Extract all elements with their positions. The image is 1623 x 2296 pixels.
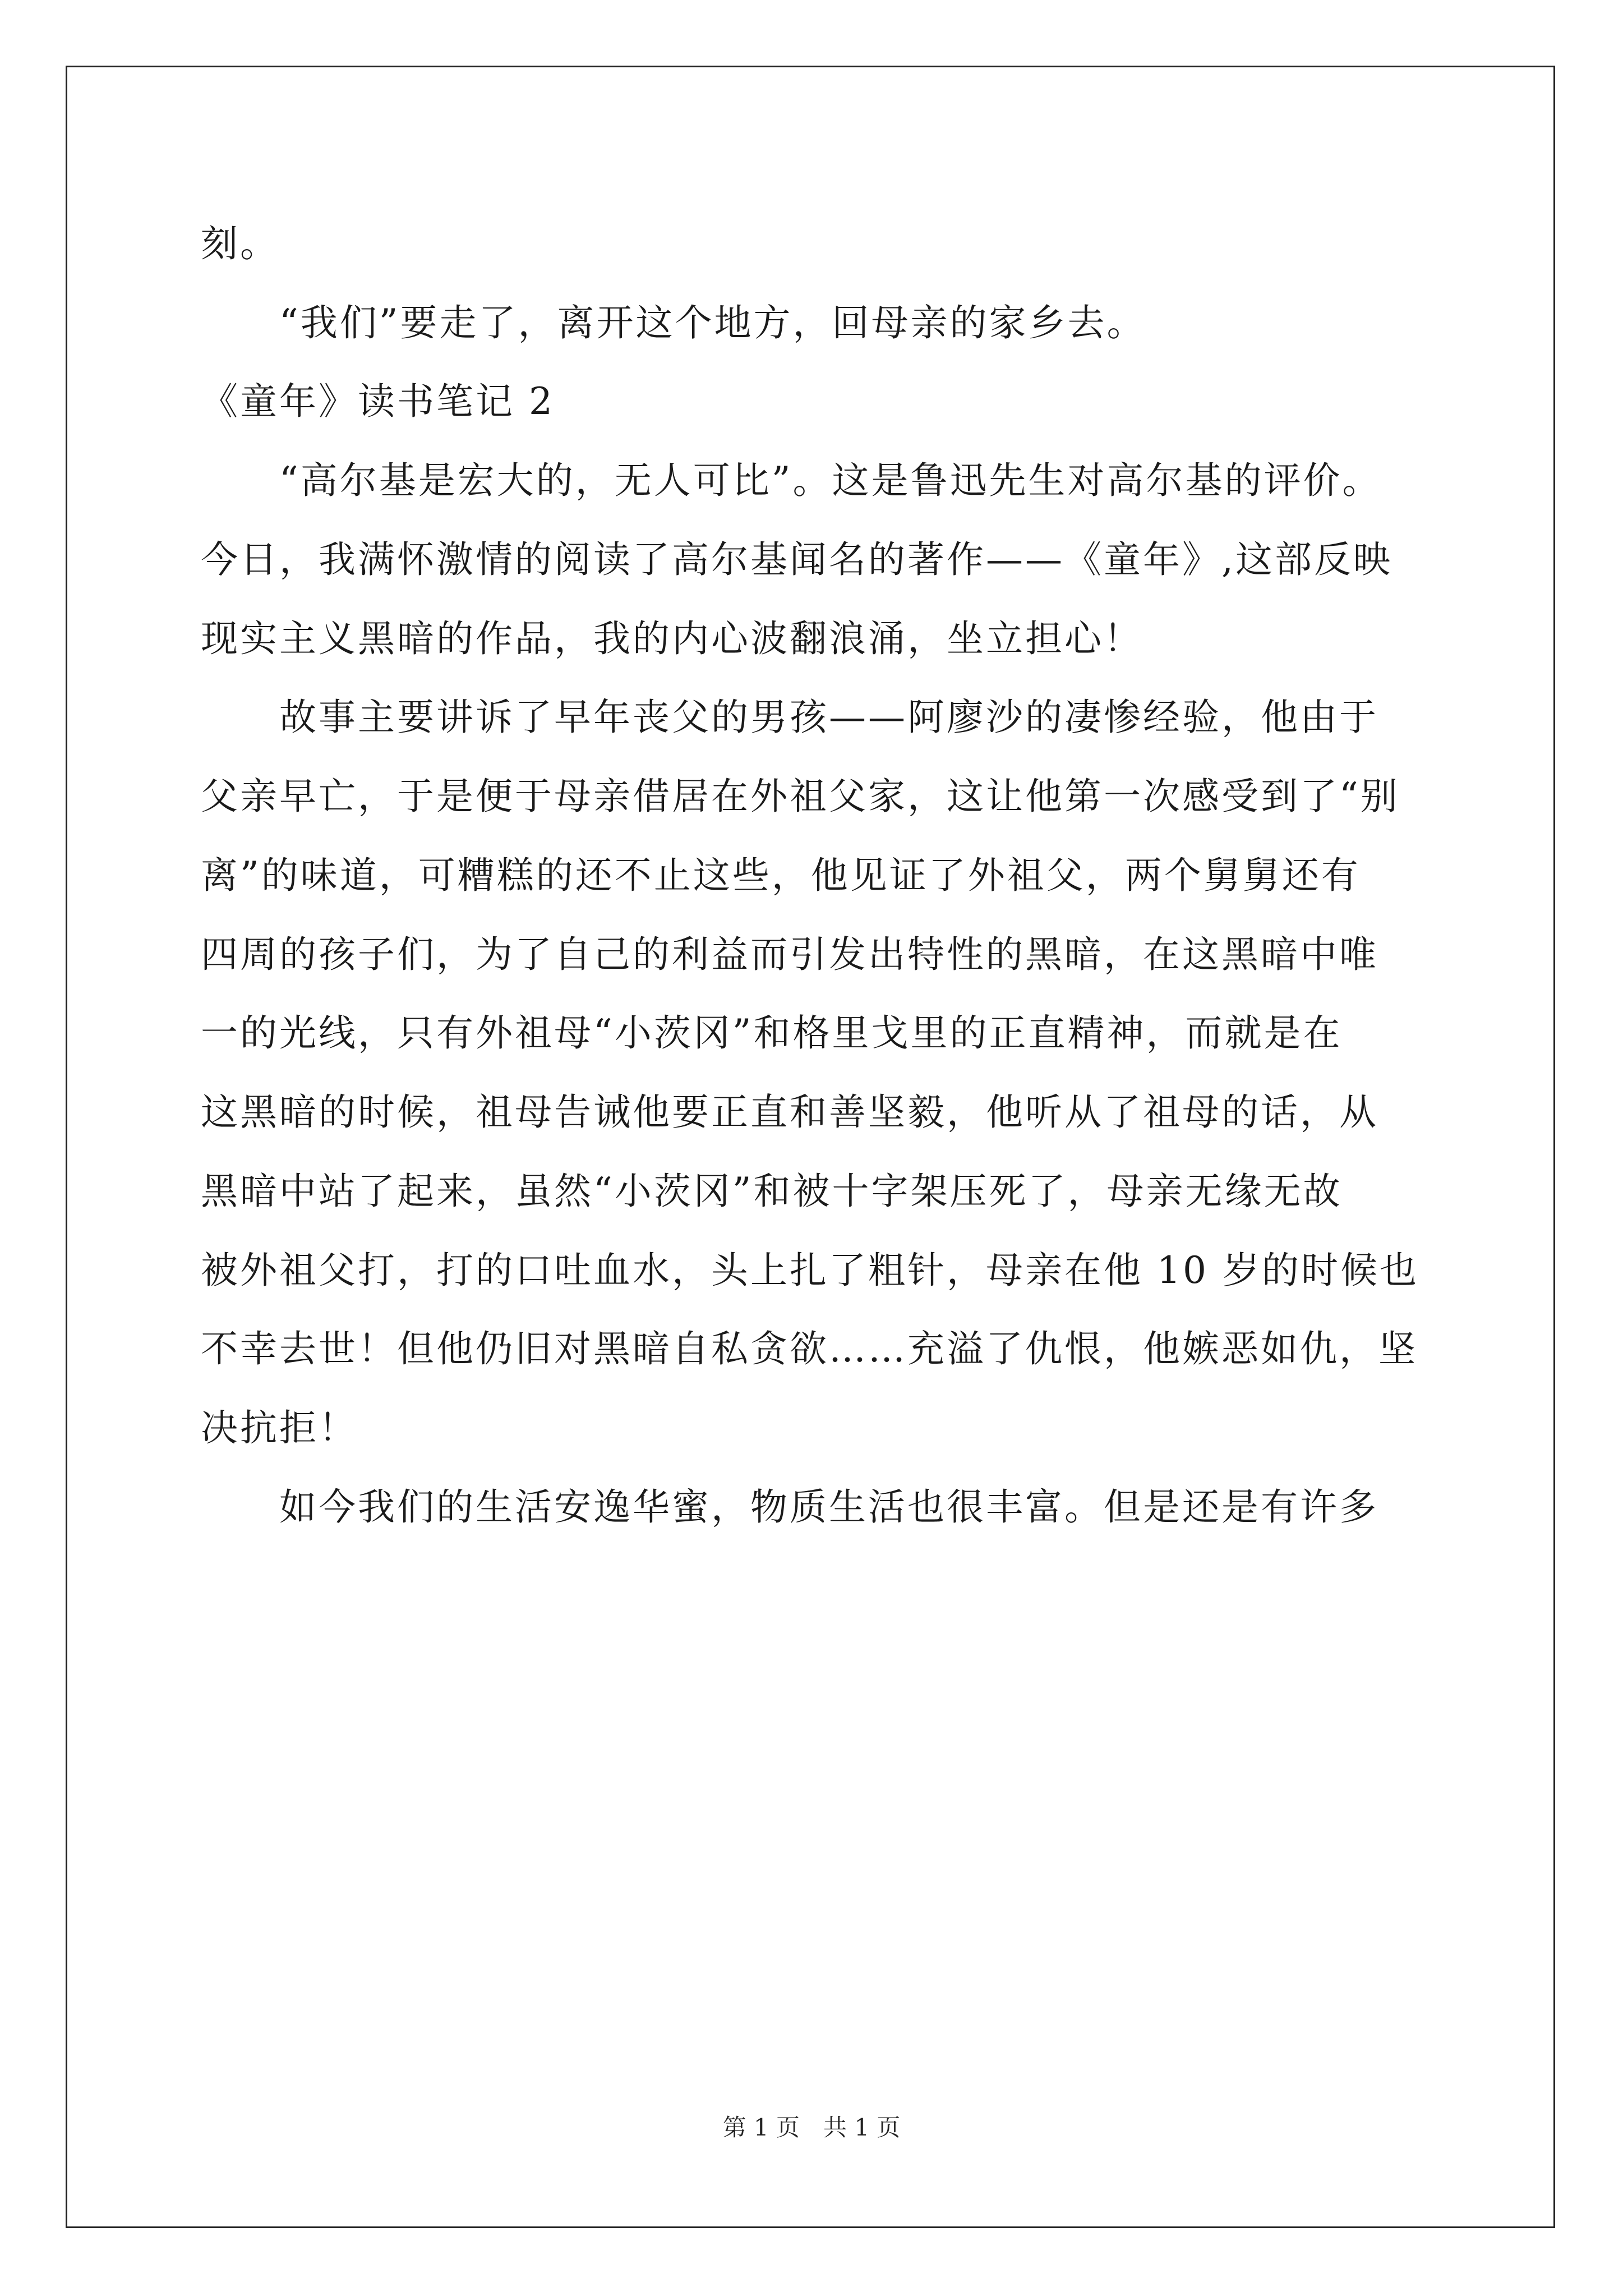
page-footer: 第 1 页 共 1 页 bbox=[722, 2114, 901, 2141]
text-line: “高尔基是宏大的，无人可比”。这是鲁迅先生对高尔基的评价。 bbox=[201, 459, 1382, 502]
text-line: 如今我们的生活安逸华蜜，物质生活也很丰富。但是还是有许多 bbox=[201, 1485, 1378, 1529]
text-line: 离”的味道，可糟糕的还不止这些，他见证了外祖父，两个舅舅还有 bbox=[201, 854, 1361, 897]
text-line: 这黑暗的时候，祖母告诫他要正直和善坚毅，他听从了祖母的话，从 bbox=[201, 1091, 1378, 1134]
text-line: 现实主义黑暗的作品，我的内心波翻浪涌，坐立担心！ bbox=[201, 617, 1143, 660]
text-line: 今日，我满怀激情的阅读了高尔基闻名的著作——《童年》,这部反映 bbox=[201, 538, 1393, 581]
text-line: 故事主要讲诉了早年丧父的男孩——阿廖沙的凄惨经验，他由于 bbox=[201, 696, 1378, 739]
text-line: “我们”要走了，离开这个地方，回母亲的家乡去。 bbox=[201, 301, 1146, 344]
text-line: 四周的孩子们，为了自己的利益而引发出特性的黑暗，在这黑暗中唯 bbox=[201, 933, 1378, 976]
text-line: 被外祖父打，打的口吐血水，头上扎了粗针，母亲在他 10 岁的时候也 bbox=[201, 1249, 1419, 1292]
text-line: 刻。 bbox=[201, 222, 279, 265]
text-line: 父亲早亡，于是便于母亲借居在外祖父家，这让他第一次感受到了“别 bbox=[201, 775, 1400, 818]
text-line: 黑暗中站了起来，虽然“小茨冈”和被十字架压死了，母亲无缘无故 bbox=[201, 1170, 1343, 1213]
text-line: 一的光线，只有外祖母“小茨冈”和格里戈里的正直精神，而就是在 bbox=[201, 1011, 1343, 1055]
text-line: 决抗拒！ bbox=[201, 1406, 358, 1450]
text-line: 不幸去世！但他仍旧对黑暗自私贪欲……充溢了仇恨，他嫉恶如仇，坚 bbox=[201, 1327, 1418, 1370]
section-heading: 《童年》读书笔记 2 bbox=[201, 380, 555, 423]
